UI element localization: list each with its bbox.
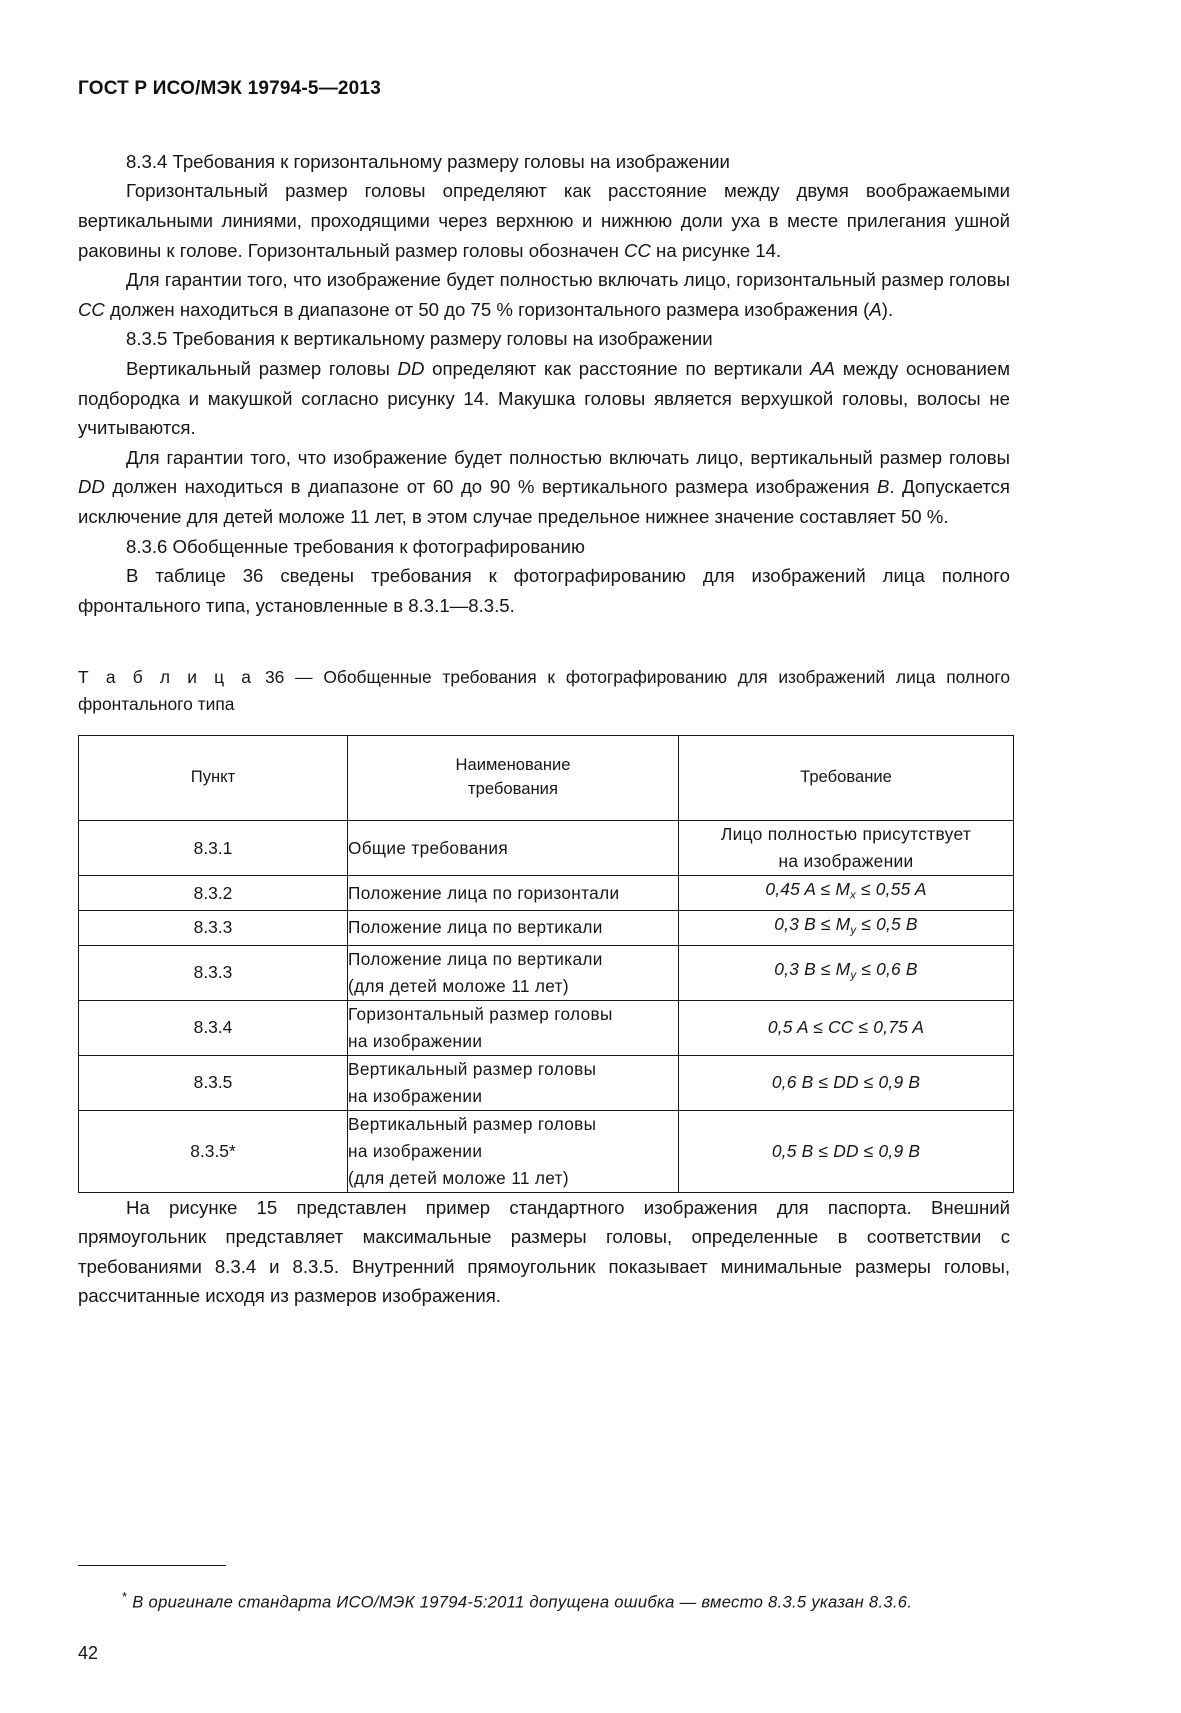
paragraph-closing xyxy=(78,1193,1010,1311)
formula-subscript: y xyxy=(850,924,857,937)
requirements-table xyxy=(78,735,1014,1192)
table-caption-dash: — xyxy=(295,667,313,688)
para-text-a: В таблице 36 сведены требования к фотографированию для изображений лица полного фронтального типа, установленные в 8.3.1—8.3.5. xyxy=(78,565,1010,616)
paragraph-8-3-4-heading xyxy=(78,147,1010,177)
table-cell-requirement xyxy=(679,945,1014,1000)
name-line: Вертикальный размер головы xyxy=(348,1058,597,1079)
table-caption xyxy=(78,664,1010,718)
para-text-b: должен находиться в диапазоне от 50 до 75 % горизонтального размера изображения ( xyxy=(104,298,870,320)
para-text-c: ). xyxy=(881,298,894,320)
table-header-punkt xyxy=(79,736,348,821)
table-cell-requirement xyxy=(679,1000,1014,1055)
name-line: Положение лица по вертикали xyxy=(348,948,603,969)
formula-suffix: ≤ 0,6 B xyxy=(856,958,918,979)
paragraph-8-3-5-heading xyxy=(78,324,1010,354)
name-line: Общие требования xyxy=(348,837,508,858)
symbol-aa: AA xyxy=(810,357,836,379)
paragraph-8-3-6-1 xyxy=(78,561,1010,620)
table-header-name-label xyxy=(348,736,678,820)
name-line: Положение лица по вертикали xyxy=(348,917,603,938)
table-row xyxy=(79,1000,1014,1055)
table-header-name xyxy=(348,736,679,821)
table-cell-punkt: 8.3.3 xyxy=(79,945,348,1000)
name-line: (для детей моложе 11 лет) xyxy=(348,975,569,996)
name-line: на изображении xyxy=(348,1085,483,1106)
heading-text-8-3-4: 8.3.4 Требования к горизонтальному размеру головы на изображении xyxy=(126,150,730,172)
symbol-cc: CC xyxy=(78,298,105,320)
symbol-b: B xyxy=(876,476,890,498)
table-caption-text: Обобщенные требования к фотографированию для изображений лица полного фронтального типа xyxy=(78,667,1010,715)
symbol-dd: DD xyxy=(397,357,425,379)
formula-prefix: 0,3 B ≤ M xyxy=(774,913,851,934)
name-line: (для детей моложе 11 лет) xyxy=(348,1167,569,1188)
para-text-c: . Допускается исключение для детей моложе 11 лет, в этом случае предельное нижнее значение составляет 50 %. xyxy=(78,476,1010,527)
heading-text-8-3-6: 8.3.6 Обобщенные требования к фотографированию xyxy=(126,535,585,557)
formula-prefix: 0,6 B ≤ DD ≤ 0,9 B xyxy=(771,1072,921,1093)
name-line: Положение лица по горизонтали xyxy=(348,882,620,903)
requirement-formula xyxy=(772,1072,920,1092)
paragraph-8-3-6-heading xyxy=(78,532,1010,562)
table-row xyxy=(79,876,1014,911)
para-text-b: определяют как расстояние по вертикали xyxy=(424,357,811,379)
table-row xyxy=(79,945,1014,1000)
formula-prefix: 0,5 В ≤ DD ≤ 0,9 В xyxy=(771,1140,921,1161)
header-name-line2: требования xyxy=(468,779,558,799)
table-head xyxy=(79,736,1014,821)
header-name-line1: Наименование xyxy=(455,755,571,775)
symbol-cc: CC xyxy=(624,239,651,261)
table-cell-requirement xyxy=(679,1055,1014,1110)
formula-subscript: y xyxy=(850,969,857,982)
heading-text-8-3-5: 8.3.5 Требования к вертикальному размеру головы на изображении xyxy=(126,328,713,350)
name-line: Вертикальный размер головы xyxy=(348,1113,597,1134)
requirement-line: Лицо полностью присутствует xyxy=(720,824,972,845)
table-cell-name xyxy=(348,876,679,911)
para-text-a: Для гарантии того, что изображение будет полностью включать лицо, горизонтальный размер головы xyxy=(126,269,1010,291)
paragraph-8-3-4-1 xyxy=(78,176,1010,265)
name-line: на изображении xyxy=(348,1030,483,1051)
table-cell-name xyxy=(348,910,679,945)
table-cell-requirement xyxy=(679,910,1014,945)
name-line: на изображении xyxy=(348,1140,483,1161)
table-row xyxy=(79,1055,1014,1110)
table-row xyxy=(79,821,1014,876)
footnote-divider xyxy=(78,1565,226,1566)
footnote-zone xyxy=(78,1565,1010,1615)
para-text-a: Для гарантии того, что изображение будет полностью включать лицо, вертикальный размер головы xyxy=(126,446,1010,468)
name-line: Горизонтальный размер головы xyxy=(348,1003,613,1024)
formula-suffix: ≤ 0,5 B xyxy=(856,913,918,934)
table-header-requirement-label: Требование xyxy=(800,767,892,787)
table-cell-name xyxy=(348,1110,679,1192)
document-header: ГОСТ Р ИСО/МЭК 19794-5—2013 xyxy=(78,78,381,99)
footnote-text: В оригинале стандарта ИСО/МЭК 19794-5:2011 допущена ошибка — вместо 8.3.5 указан 8.3.6. xyxy=(132,1592,913,1612)
paragraph-8-3-5-1 xyxy=(78,354,1010,443)
page-number: 42 xyxy=(78,1643,99,1663)
requirement-formula xyxy=(774,958,918,982)
paragraph-8-3-4-2 xyxy=(78,265,1010,324)
table-header-punkt-label: Пункт xyxy=(190,767,236,787)
symbol-a: A xyxy=(869,298,882,320)
para-text-a: Горизонтальный размер головы определяют как расстояние между двумя воображаемыми вертикальными линиями, проходящими через верхнюю и нижнюю доли уха в месте прилегания ушной раковины к голове. Горизонтальный размер головы обозначен xyxy=(78,180,1010,261)
table-cell-name xyxy=(348,945,679,1000)
formula-suffix: ≤ 0,55 A xyxy=(855,879,927,900)
table-row xyxy=(79,1110,1014,1192)
table-row xyxy=(79,910,1014,945)
table-cell-punkt: 8.3.2 xyxy=(79,876,348,911)
footnote xyxy=(78,1584,1010,1615)
requirement-formula xyxy=(772,1141,920,1161)
table-cell-name xyxy=(348,821,679,876)
formula-prefix: 0,5 A ≤ CC ≤ 0,75 A xyxy=(767,1017,925,1038)
requirement-formula xyxy=(768,1017,924,1037)
table-cell-punkt: 8.3.4 xyxy=(79,1000,348,1055)
para-text-b: должен находиться в диапазоне от 60 до 90 % вертикального размера изображения xyxy=(104,476,877,498)
table-cell-punkt: 8.3.1 xyxy=(79,821,348,876)
table-cell-requirement xyxy=(679,821,1014,876)
table-cell-punkt: 8.3.5 xyxy=(79,1055,348,1110)
symbol-dd: DD xyxy=(78,476,105,498)
table-caption-number: 36 xyxy=(264,667,285,688)
para-text-c: между основанием подбородка и макушкой согласно рисунку 14. Макушка головы является верхушкой головы, волосы не учитываются. xyxy=(78,357,1010,439)
paragraph-8-3-5-2 xyxy=(78,443,1010,532)
table-header-requirement xyxy=(679,736,1014,821)
formula-prefix: 0,45 A ≤ M xyxy=(765,879,851,900)
requirement-line: на изображении xyxy=(778,851,914,872)
formula-subscript: x xyxy=(850,889,856,902)
para-text-b: на рисунке 14. xyxy=(650,239,782,261)
formula-prefix: 0,3 B ≤ M xyxy=(774,958,851,979)
table-body xyxy=(79,821,1014,1192)
table-cell-name xyxy=(348,1000,679,1055)
requirement-formula xyxy=(765,879,927,902)
table-cell-name xyxy=(348,1055,679,1110)
table-cell-punkt: 8.3.5* xyxy=(79,1110,348,1192)
para-text-a: На рисунке 15 представлен пример стандартного изображения для паспорта. Внешний прямоугольник представляет максимальные размеры головы, определенные в соответствии с требованиями 8.3.4 и 8.3.5. Внутренний прямоугольник показывает минимальные размеры головы, рассчитанные исходя из размеров изображения. xyxy=(78,1196,1010,1307)
para-text-a: Вертикальный размер головы xyxy=(126,357,398,379)
table-cell-punkt: 8.3.3 xyxy=(79,910,348,945)
footnote-marker: * xyxy=(122,1589,128,1604)
table-header-row xyxy=(79,736,1014,821)
table-caption-label: Т а б л и ц а xyxy=(78,667,255,688)
table-cell-requirement xyxy=(679,876,1014,911)
requirement-formula xyxy=(774,913,918,937)
page-content xyxy=(78,78,1010,1311)
table-cell-requirement xyxy=(679,1110,1014,1192)
